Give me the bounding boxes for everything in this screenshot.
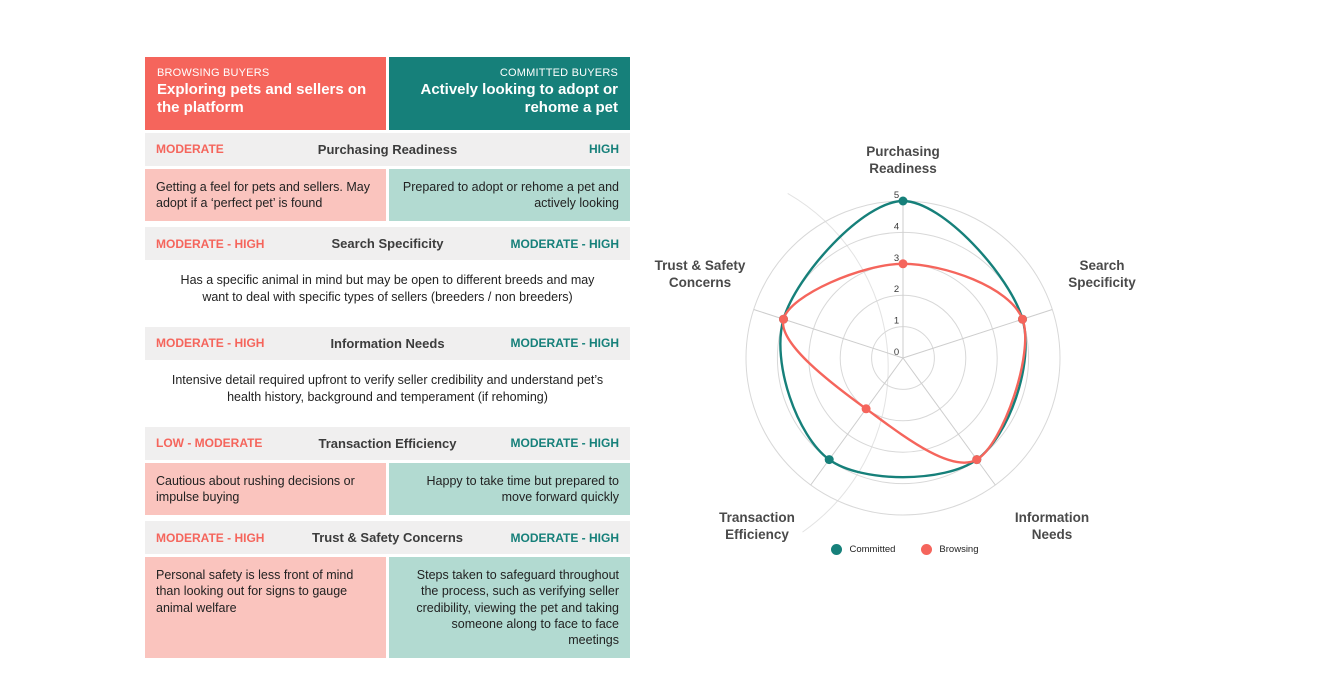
tick-label-4: 4 (893, 221, 900, 233)
data-point-browsing-4 (779, 315, 788, 324)
legend-label-browsing: Browsing (939, 544, 979, 555)
browsing-level: MODERATE - HIGH (156, 336, 265, 351)
tick-label-2: 2 (893, 284, 900, 296)
committed-level: MODERATE - HIGH (510, 236, 619, 251)
axis-label-search-specificity: Search Specificity (1068, 258, 1136, 290)
notes-row-purchasing-readiness (145, 169, 630, 222)
committed-level: MODERATE - HIGH (510, 436, 619, 451)
data-point-browsing-0 (899, 259, 908, 268)
tick-label-3: 3 (893, 252, 900, 264)
committed-buyers-tag: COMMITTED BUYERS (499, 67, 618, 79)
radar-chart-svg (645, 128, 1165, 578)
committed-level: HIGH (589, 142, 620, 157)
browsing-note: Personal safety is less front of mind than looking out for signs to gauge animal welfare (145, 557, 386, 658)
data-point-committed-0 (899, 197, 908, 206)
axis-label-trust-safety-concerns: Trust & Safety Concerns (654, 258, 746, 290)
browsing-level: MODERATE - HIGH (156, 236, 265, 251)
tick-label-0: 0 (893, 347, 900, 358)
notes-row-transaction-efficiency (145, 463, 630, 516)
tick-label-1: 1 (893, 315, 900, 327)
notes-row-trust-safety (145, 557, 630, 658)
radar-chart (645, 128, 1165, 578)
metric-name: Search Specificity (331, 236, 444, 252)
chart-legend (645, 544, 1165, 555)
committed-buyers-title: Actively looking to adopt or rehome a pet (420, 81, 618, 117)
data-point-committed-3 (825, 455, 834, 464)
browsing-level: MODERATE (156, 142, 224, 157)
outer-boundary-ring (788, 193, 888, 532)
series-line-browsing (783, 264, 1025, 463)
data-point-browsing-3 (862, 404, 871, 413)
metric-row-information-needs (145, 327, 630, 360)
axis-spoke-2 (903, 358, 995, 485)
metric-name: Purchasing Readiness (317, 141, 458, 157)
buyer-comparison-table (145, 57, 630, 664)
legend-label-committed: Committed (849, 544, 896, 555)
shared-note-information-needs: Intensive detail required upfront to verify seller credibility and understand pet’s health history, background and temperament (if rehoming) (145, 363, 630, 406)
axis-label-transaction-efficiency: Transaction Efficiency (719, 510, 795, 542)
browsing-note: Cautious about rushing decisions or impulse buying (145, 463, 386, 516)
browsing-buyers-title: Exploring pets and sellers on the platform (157, 81, 367, 117)
committed-dot-icon (831, 544, 842, 555)
committed-note: Steps taken to safeguard throughout the process, such as verifying seller credibility, viewing the pet and taking someone along to face to face meetings (389, 557, 630, 658)
metric-row-purchasing-readiness (145, 133, 630, 166)
metric-row-search-specificity (145, 227, 630, 260)
legend-item-committed[interactable] (831, 544, 895, 555)
data-point-browsing-1 (1018, 315, 1027, 324)
axis-spoke-4 (754, 310, 903, 359)
table-header-row (145, 57, 630, 130)
committed-note: Prepared to adopt or rehome a pet and actively looking (389, 169, 630, 222)
committed-level: MODERATE - HIGH (510, 530, 619, 545)
browsing-level: MODERATE - HIGH (156, 530, 265, 545)
axis-spoke-1 (903, 310, 1052, 359)
metric-row-transaction-efficiency (145, 427, 630, 460)
metric-name: Trust & Safety Concerns (312, 530, 463, 546)
metric-name: Information Needs (330, 335, 445, 351)
browsing-dot-icon (921, 544, 932, 555)
browsing-buyers-tag: BROWSING BUYERS (157, 67, 270, 79)
metric-row-trust-safety (145, 521, 630, 554)
legend-item-browsing[interactable] (921, 544, 978, 555)
browsing-buyers-header (145, 57, 386, 130)
axis-label-purchasing-readiness: Purchasing Readiness (866, 144, 940, 176)
axis-label-information-needs: Information Needs (1014, 510, 1090, 542)
browsing-note: Getting a feel for pets and sellers. May adopt if a ‘perfect pet’ is found (145, 169, 386, 222)
shared-note-search-specificity: Has a specific animal in mind but may be open to different breeds and may want to deal with specific types of sellers (breeders / non breeders) (145, 263, 630, 306)
committed-buyers-header (389, 57, 630, 130)
committed-level: MODERATE - HIGH (510, 336, 619, 351)
tick-label-5: 5 (893, 190, 900, 201)
metric-name: Transaction Efficiency (318, 435, 457, 451)
browsing-level: LOW - MODERATE (156, 436, 263, 451)
committed-note: Happy to take time but prepared to move forward quickly (389, 463, 630, 516)
data-point-browsing-2 (972, 455, 981, 464)
